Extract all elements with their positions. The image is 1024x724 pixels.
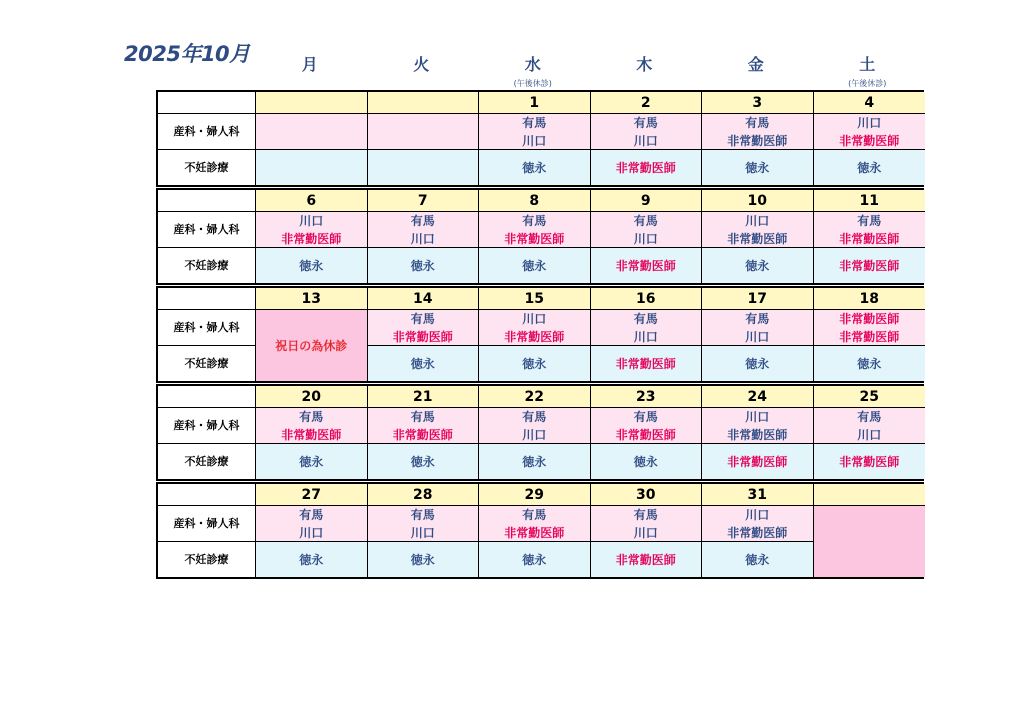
doctor-name: 徳永 — [633, 454, 658, 469]
obstetrics-doctor-cell — [814, 114, 926, 150]
infertility-doctor-cell — [702, 346, 814, 381]
date-cell: 24 — [702, 386, 814, 408]
doctor-name: 非常勤医師 — [839, 258, 900, 273]
doctor-name: 徳永 — [745, 160, 770, 175]
doctor-name: 有馬 — [633, 409, 658, 424]
date-cell: 18 — [814, 288, 926, 310]
weekday-fri — [700, 52, 812, 75]
obstetrics-doctor-cell — [814, 310, 926, 346]
doctor-name: 川口 — [633, 133, 658, 148]
row-label-obstetrics: 産科・婦人科 — [158, 506, 256, 542]
obstetrics-doctor-cell — [368, 310, 480, 346]
date-cell: 11 — [814, 190, 926, 212]
obstetrics-doctor-cell — [256, 114, 368, 150]
date-cell: 3 — [702, 92, 814, 114]
infertility-doctor-cell — [479, 346, 591, 381]
date-cell: 17 — [702, 288, 814, 310]
doctor-name: 徳永 — [857, 160, 882, 175]
doctor-name: 徳永 — [410, 552, 435, 567]
obstetrics-doctor-cell — [479, 408, 591, 444]
doctor-name: 川口 — [633, 525, 658, 540]
doctor-name: 非常勤医師 — [727, 133, 788, 148]
obstetrics-doctor-cell — [591, 114, 703, 150]
row-label-infertility: 不妊診療 — [158, 150, 256, 185]
doctor-name: 有馬 — [633, 213, 658, 228]
weekday-label: 火 — [413, 55, 430, 74]
doctor-name: 川口 — [410, 231, 435, 246]
doctor-name: 非常勤医師 — [615, 427, 676, 442]
weekday-label: 月 — [301, 55, 318, 74]
obstetrics-doctor-cell — [479, 212, 591, 248]
infertility-doctor-cell — [368, 150, 480, 185]
doctor-name: 非常勤医師 — [392, 427, 453, 442]
date-cell: 6 — [256, 190, 368, 212]
doctor-name: 有馬 — [522, 213, 547, 228]
afternoon-closed-note: (午後休診) — [848, 79, 887, 88]
row-label-infertility: 不妊診療 — [158, 444, 256, 479]
doctor-name: 有馬 — [299, 507, 324, 522]
infertility-doctor-cell — [479, 150, 591, 185]
doctor-name: 徳永 — [522, 552, 547, 567]
infertility-doctor-cell — [702, 248, 814, 283]
row-label-obstetrics: 産科・婦人科 — [158, 408, 256, 444]
date-cell: 1 — [479, 92, 591, 114]
weekday-label: 水 — [524, 55, 541, 74]
obstetrics-doctor-cell — [591, 506, 703, 542]
date-cell — [814, 484, 926, 506]
weekday-label: 土 — [859, 55, 876, 74]
doctor-name: 有馬 — [410, 409, 435, 424]
obstetrics-doctor-cell — [702, 212, 814, 248]
infertility-doctor-cell — [256, 444, 368, 479]
date-cell: 9 — [591, 190, 703, 212]
doctor-name: 非常勤医師 — [727, 427, 788, 442]
empty-cell — [814, 506, 926, 577]
doctor-name: 川口 — [745, 329, 770, 344]
week-block — [156, 482, 924, 579]
corner-cell — [158, 484, 256, 506]
doctor-name: 非常勤医師 — [615, 356, 676, 371]
corner-cell — [158, 92, 256, 114]
obstetrics-doctor-cell — [256, 212, 368, 248]
obstetrics-doctor-cell — [368, 506, 480, 542]
obstetrics-doctor-cell — [702, 408, 814, 444]
weekday-sat — [812, 52, 924, 88]
doctor-name: 非常勤医師 — [839, 454, 900, 469]
doctor-name: 非常勤医師 — [615, 160, 676, 175]
infertility-doctor-cell — [256, 248, 368, 283]
doctor-name: 川口 — [857, 427, 882, 442]
doctor-name: 有馬 — [633, 311, 658, 326]
date-cell: 30 — [591, 484, 703, 506]
row-label-infertility: 不妊診療 — [158, 346, 256, 381]
doctor-name: 非常勤医師 — [615, 552, 676, 567]
doctor-name: 有馬 — [410, 311, 435, 326]
doctor-name: 川口 — [745, 213, 770, 228]
doctor-name: 非常勤医師 — [504, 231, 565, 246]
weekday-label: 金 — [747, 55, 764, 74]
obstetrics-doctor-cell — [368, 114, 480, 150]
weekday-tue — [366, 52, 478, 75]
date-cell: 20 — [256, 386, 368, 408]
date-cell: 23 — [591, 386, 703, 408]
infertility-doctor-cell — [368, 444, 480, 479]
holiday-closed-cell: 祝日の為休診 — [256, 310, 368, 381]
weekday-mon — [254, 52, 366, 75]
doctor-name: 徳永 — [299, 454, 324, 469]
date-cell: 21 — [368, 386, 480, 408]
doctor-name: 川口 — [522, 133, 547, 148]
doctor-name: 川口 — [745, 409, 770, 424]
doctor-name: 川口 — [299, 213, 324, 228]
obstetrics-doctor-cell — [702, 310, 814, 346]
obstetrics-doctor-cell — [591, 408, 703, 444]
date-cell: 14 — [368, 288, 480, 310]
week-block — [156, 188, 924, 285]
infertility-doctor-cell — [814, 346, 926, 381]
obstetrics-doctor-cell — [368, 212, 480, 248]
doctor-name: 有馬 — [745, 311, 770, 326]
infertility-doctor-cell — [591, 150, 703, 185]
infertility-doctor-cell — [591, 542, 703, 577]
obstetrics-doctor-cell — [591, 310, 703, 346]
doctor-name: 徳永 — [745, 552, 770, 567]
doctor-name: 有馬 — [299, 409, 324, 424]
doctor-name: 非常勤医師 — [504, 329, 565, 344]
doctor-name: 徳永 — [410, 356, 435, 371]
doctor-name: 川口 — [745, 507, 770, 522]
obstetrics-doctor-cell — [702, 114, 814, 150]
doctor-name: 有馬 — [633, 507, 658, 522]
month-title: 2025年10月 — [124, 42, 250, 66]
date-cell — [368, 92, 480, 114]
obstetrics-doctor-cell — [368, 408, 480, 444]
obstetrics-doctor-cell — [814, 408, 926, 444]
date-cell: 4 — [814, 92, 926, 114]
week-block — [156, 286, 924, 383]
date-cell: 25 — [814, 386, 926, 408]
infertility-doctor-cell — [814, 150, 926, 185]
doctor-name: 有馬 — [857, 213, 882, 228]
date-cell — [256, 92, 368, 114]
date-cell: 22 — [479, 386, 591, 408]
row-label-obstetrics: 産科・婦人科 — [158, 114, 256, 150]
infertility-doctor-cell — [702, 542, 814, 577]
corner-cell — [158, 386, 256, 408]
row-label-obstetrics: 産科・婦人科 — [158, 212, 256, 248]
row-label-infertility: 不妊診療 — [158, 248, 256, 283]
obstetrics-doctor-cell — [479, 114, 591, 150]
infertility-doctor-cell — [814, 444, 926, 479]
obstetrics-doctor-cell — [591, 212, 703, 248]
obstetrics-doctor-cell — [256, 408, 368, 444]
week-block — [156, 90, 924, 187]
doctor-name: 非常勤医師 — [281, 427, 342, 442]
doctor-name: 有馬 — [410, 507, 435, 522]
date-cell: 15 — [479, 288, 591, 310]
obstetrics-doctor-cell — [479, 310, 591, 346]
date-cell: 10 — [702, 190, 814, 212]
infertility-doctor-cell — [591, 346, 703, 381]
doctor-name: 徳永 — [522, 356, 547, 371]
weekday-thu — [589, 52, 701, 75]
row-label-obstetrics: 産科・婦人科 — [158, 310, 256, 346]
doctor-name: 非常勤医師 — [727, 525, 788, 540]
afternoon-closed-note: (午後休診) — [513, 79, 552, 88]
doctor-name: 徳永 — [745, 258, 770, 273]
date-cell: 8 — [479, 190, 591, 212]
doctor-name: 徳永 — [522, 160, 547, 175]
doctor-name: 有馬 — [410, 213, 435, 228]
infertility-doctor-cell — [256, 150, 368, 185]
infertility-doctor-cell — [479, 444, 591, 479]
doctor-name: 非常勤医師 — [504, 525, 565, 540]
infertility-doctor-cell — [479, 248, 591, 283]
infertility-doctor-cell — [591, 444, 703, 479]
infertility-doctor-cell — [591, 248, 703, 283]
doctor-name: 有馬 — [633, 115, 658, 130]
corner-cell — [158, 288, 256, 310]
infertility-doctor-cell — [256, 542, 368, 577]
infertility-doctor-cell — [814, 248, 926, 283]
doctor-name: 非常勤医師 — [839, 329, 900, 344]
doctor-name: 非常勤医師 — [727, 454, 788, 469]
weekday-label: 木 — [636, 55, 653, 74]
date-cell: 31 — [702, 484, 814, 506]
doctor-name: 川口 — [857, 115, 882, 130]
doctor-name: 徳永 — [857, 356, 882, 371]
infertility-doctor-cell — [702, 444, 814, 479]
date-cell: 13 — [256, 288, 368, 310]
doctor-name: 非常勤医師 — [392, 329, 453, 344]
doctor-name: 非常勤医師 — [839, 311, 900, 326]
doctor-name: 川口 — [633, 231, 658, 246]
doctor-name: 非常勤医師 — [615, 258, 676, 273]
date-cell: 29 — [479, 484, 591, 506]
doctor-name: 有馬 — [522, 507, 547, 522]
weekday-header — [254, 52, 923, 88]
doctor-name: 有馬 — [522, 115, 547, 130]
row-label-infertility: 不妊診療 — [158, 542, 256, 577]
corner-cell — [158, 190, 256, 212]
doctor-name: 有馬 — [522, 409, 547, 424]
doctor-name: 川口 — [299, 525, 324, 540]
doctor-name: 川口 — [522, 427, 547, 442]
obstetrics-doctor-cell — [256, 506, 368, 542]
doctor-name: 徳永 — [522, 258, 547, 273]
doctor-name: 非常勤医師 — [839, 133, 900, 148]
obstetrics-doctor-cell — [814, 212, 926, 248]
date-cell: 27 — [256, 484, 368, 506]
infertility-doctor-cell — [702, 150, 814, 185]
infertility-doctor-cell — [368, 346, 480, 381]
obstetrics-doctor-cell — [702, 506, 814, 542]
doctor-name: 川口 — [633, 329, 658, 344]
infertility-doctor-cell — [479, 542, 591, 577]
doctor-name: 非常勤医師 — [727, 231, 788, 246]
weekday-wed — [477, 52, 589, 88]
date-cell: 16 — [591, 288, 703, 310]
doctor-name: 徳永 — [410, 258, 435, 273]
infertility-doctor-cell — [368, 542, 480, 577]
doctor-name: 有馬 — [857, 409, 882, 424]
doctor-name: 徳永 — [410, 454, 435, 469]
doctor-name: 徳永 — [299, 258, 324, 273]
doctor-name: 徳永 — [522, 454, 547, 469]
doctor-name: 川口 — [410, 525, 435, 540]
doctor-name: 有馬 — [745, 115, 770, 130]
week-block — [156, 384, 924, 481]
date-cell: 2 — [591, 92, 703, 114]
doctor-name: 非常勤医師 — [839, 231, 900, 246]
infertility-doctor-cell — [368, 248, 480, 283]
obstetrics-doctor-cell — [479, 506, 591, 542]
doctor-name: 徳永 — [745, 356, 770, 371]
date-cell: 7 — [368, 190, 480, 212]
doctor-name: 川口 — [522, 311, 547, 326]
doctor-name: 徳永 — [299, 552, 324, 567]
doctor-name: 非常勤医師 — [281, 231, 342, 246]
date-cell: 28 — [368, 484, 480, 506]
